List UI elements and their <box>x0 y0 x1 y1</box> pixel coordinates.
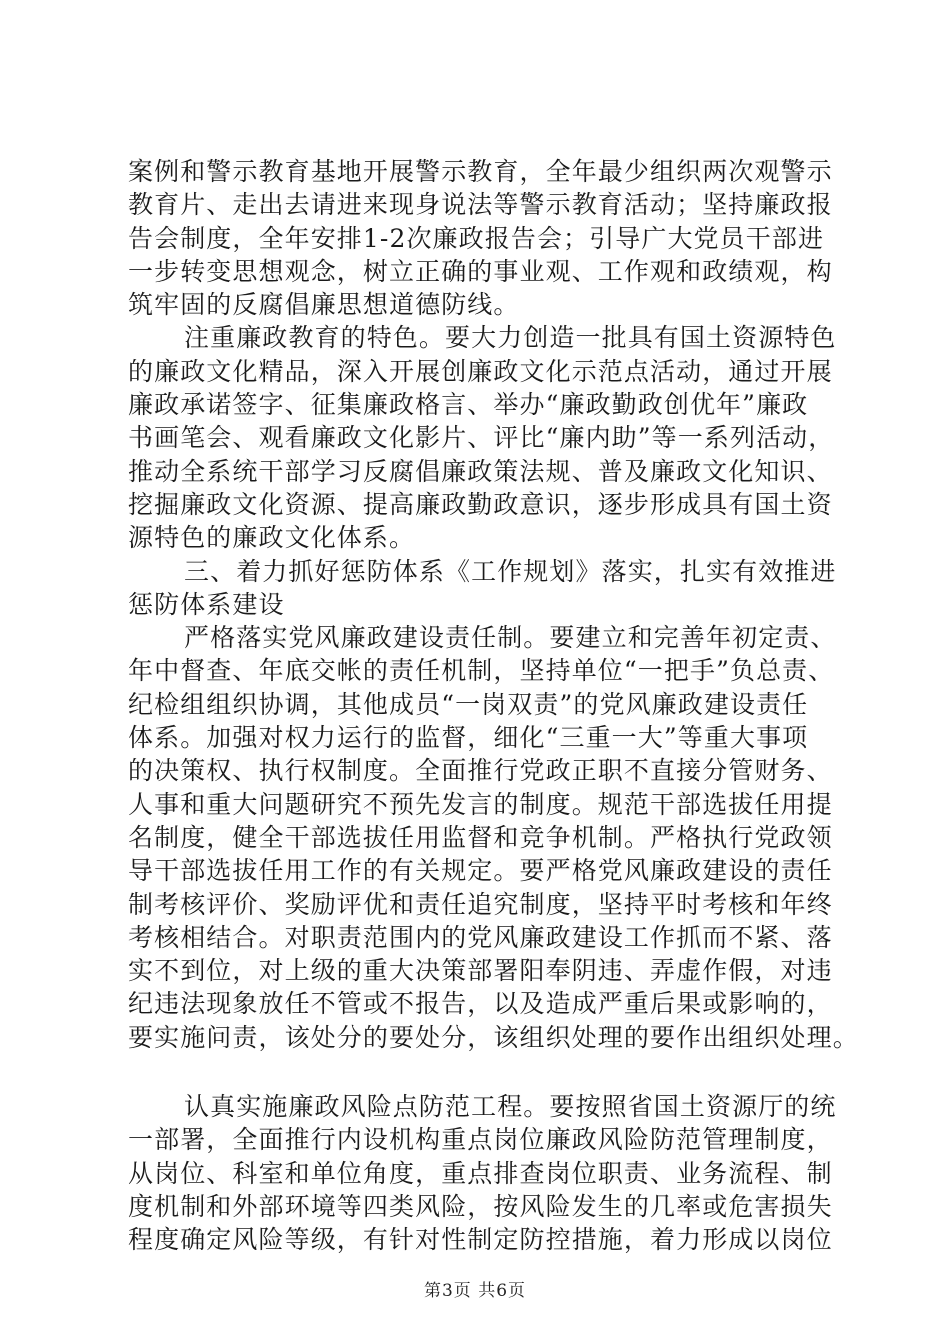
text-line: 认真实施廉政风险点防范工程。要按照省国土资源厅的统 <box>184 1092 837 1122</box>
text-line: 考核相结合。对职责范围内的党风廉政建设工作抓而不紧、落 <box>128 922 833 952</box>
text-line: 名制度，健全干部选拔任用监督和竞争机制。严格执行党政领 <box>128 822 833 852</box>
text-line: 注重廉政教育的特色。要大力创造一批具有国土资源特色 <box>184 323 837 353</box>
text-line: 案例和警示教育基地开展警示教育，全年最少组织两次观警示 <box>128 157 833 186</box>
text-line: 纪检组组织协调，其他成员“一岗双责”的党风廉政建设责任 <box>128 689 809 719</box>
text-line: 惩防体系建设 <box>128 589 285 619</box>
page-footer: 第3页 共6页 <box>423 1281 527 1301</box>
text-line: 教育片、走出去请进来现身说法等警示教育活动；坚持廉政报 <box>128 190 833 220</box>
text-line: 告会制度，全年安排1-2次廉政报告会；引导广大党员干部进 <box>128 223 825 253</box>
text-line: 实不到位，对上级的重大决策部署阳奉阴违、弄虚作假，对违 <box>128 956 833 986</box>
text-line: 导干部选拔任用工作的有关规定。要严格党风廉政建设的责任 <box>128 856 833 886</box>
text-line: 度机制和外部环境等四类风险，按风险发生的几率或危害损失 <box>128 1191 833 1221</box>
text-line: 程度确定风险等级，有针对性制定防控措施，着力形成以岗位 <box>128 1225 833 1255</box>
blank-line <box>128 1054 840 1090</box>
text-line: 制考核评价、奖励评优和责任追究制度，坚持平时考核和年终 <box>128 889 833 919</box>
text-line: 严格落实党风廉政建设责任制。要建立和完善年初定责、 <box>184 623 837 653</box>
text-line: 人事和重大问题研究不预先发言的制度。规范干部选拔任用提 <box>128 789 833 819</box>
text-line: 筑牢固的反腐倡廉思想道德防线。 <box>128 290 520 320</box>
text-line: 推动全系统干部学习反腐倡廉政策法规、普及廉政文化知识、 <box>128 456 833 486</box>
text-line: 廉政承诺签字、征集廉政格言、举办“廉政勤政创优年”廉政 <box>128 390 809 420</box>
text-line: 的廉政文化精品，深入开展创廉政文化示范点活动，通过开展 <box>128 356 833 386</box>
text-line: 要实施问责，该处分的要处分，该组织处理的要作出组织处理。 <box>128 1022 859 1052</box>
document-body <box>128 155 859 1257</box>
text-line: 书画笔会、观看廉政文化影片、评比“廉内助”等一系列活动， <box>128 423 835 453</box>
text-line: 一部署，全面推行内设机构重点岗位廉政风险防范管理制度， <box>128 1125 833 1155</box>
text-line: 三、着力抓好惩防体系《工作规划》落实，扎实有效推进 <box>184 556 837 586</box>
text-line: 从岗位、科室和单位角度，重点排查岗位职责、业务流程、制 <box>128 1158 833 1188</box>
text-line: 纪违法现象放任不管或不报告，以及造成严重后果或影响的， <box>128 989 833 1019</box>
text-line: 一步转变思想观念，树立正确的事业观、工作观和政绩观，构 <box>128 256 833 286</box>
text-line: 挖掘廉政文化资源、提高廉政勤政意识，逐步形成具有国土资 <box>128 489 833 519</box>
text-line: 体系。加强对权力运行的监督，细化“三重一大”等重大事项 <box>128 723 809 753</box>
text-line: 源特色的廉政文化体系。 <box>128 523 416 553</box>
text-line: 年中督查、年底交帐的责任机制，坚持单位“一把手”负总责、 <box>128 656 835 686</box>
text-line: 的决策权、执行权制度。全面推行党政正职不直接分管财务、 <box>128 756 833 786</box>
